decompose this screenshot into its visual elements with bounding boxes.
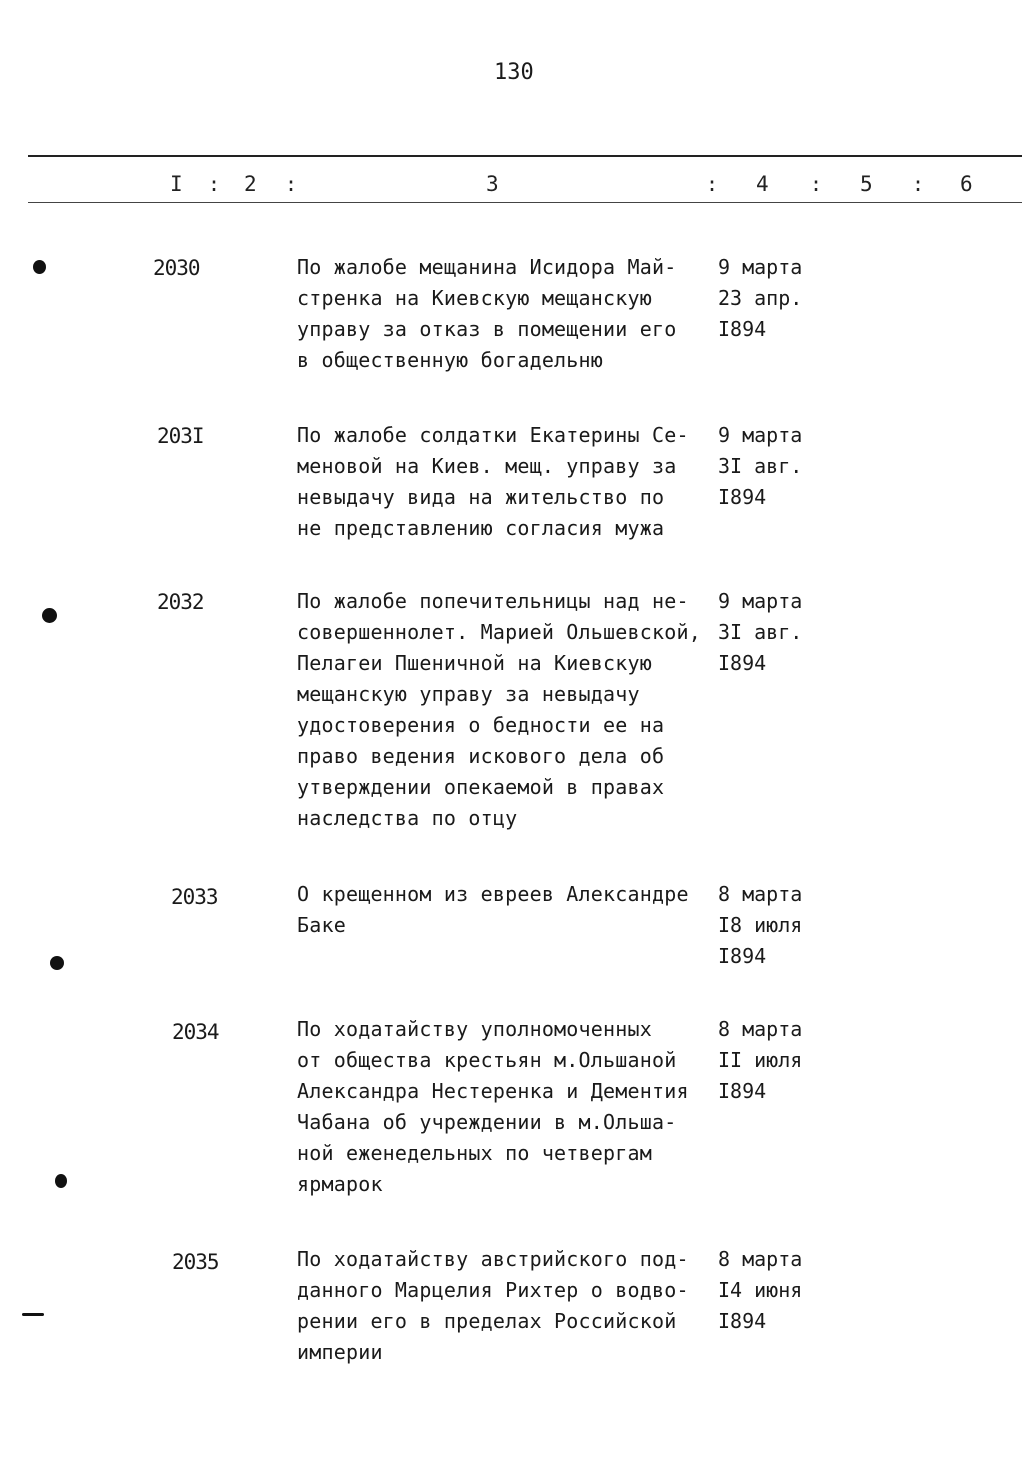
header-top-rule xyxy=(28,155,1022,157)
entry-description: По жалобе попечительницы над не- совершеннолет. Марией Ольшевской, Пелагеи Пшеничной на Киевскую мещанскую управу за невыдачу удостоверения о бедности ее на право ведения искового дела об утверждении опекаемой в правах наследства по отцу xyxy=(297,589,701,830)
binding-hole-mark xyxy=(42,608,57,623)
entry-dates: 9 марта 23 апр. I894 xyxy=(718,255,803,341)
entry-description: По жалобе солдатки Екатерины Се- меновой на Киев. мещ. управу за невыдачу вида на жительство по не представлению согласия мужа xyxy=(297,423,689,540)
entry-number: 2034 xyxy=(172,1020,219,1044)
column-header-5: 5 xyxy=(860,172,873,196)
entry-number: 2035 xyxy=(172,1250,219,1274)
column-header-3: 3 xyxy=(486,172,499,196)
entry-dates: 8 марта I8 июля I894 xyxy=(718,882,803,968)
binding-hole-mark xyxy=(33,260,46,274)
margin-dash-mark xyxy=(22,1313,44,1316)
column-header-1: I xyxy=(170,172,183,196)
entry-description: О крещенном из евреев Александре Баке xyxy=(297,882,689,937)
entry-dates: 8 марта I4 июня I894 xyxy=(718,1247,803,1333)
binding-hole-mark xyxy=(50,956,64,970)
column-header-4: 4 xyxy=(756,172,769,196)
column-separator: : xyxy=(285,172,298,196)
entry-number: 203I xyxy=(157,424,204,448)
entry-description: По ходатайству австрийского под- данного Марцелия Рихтер о водво- рении его в пределах Российской империи xyxy=(297,1247,689,1364)
column-separator: : xyxy=(706,172,719,196)
column-header-6: 6 xyxy=(960,172,973,196)
binding-hole-mark xyxy=(55,1174,67,1188)
page-number: 130 xyxy=(494,60,534,85)
entry-number: 2030 xyxy=(153,256,200,280)
entry-number: 2032 xyxy=(157,590,204,614)
entry-dates: 9 марта 3I авг. I894 xyxy=(718,423,803,509)
entry-dates: 8 марта II июля I894 xyxy=(718,1017,803,1103)
column-separator: : xyxy=(912,172,925,196)
entry-number: 2033 xyxy=(171,885,218,909)
entry-description: По жалобе мещанина Исидора Май- стренка на Киевскую мещанскую управу за отказ в помещении его в общественную богадельню xyxy=(297,255,677,372)
header-bottom-rule xyxy=(28,202,1022,203)
column-header-2: 2 xyxy=(244,172,257,196)
column-separator: : xyxy=(208,172,221,196)
entry-dates: 9 марта 3I авг. I894 xyxy=(718,589,803,675)
entry-description: По ходатайству уполномоченных от общества крестьян м.Ольшаной Александра Нестеренка и Дементия Чабана об учреждении в м.Ольша- ной еженедельных по четвергам ярмарок xyxy=(297,1017,689,1196)
column-separator: : xyxy=(810,172,823,196)
